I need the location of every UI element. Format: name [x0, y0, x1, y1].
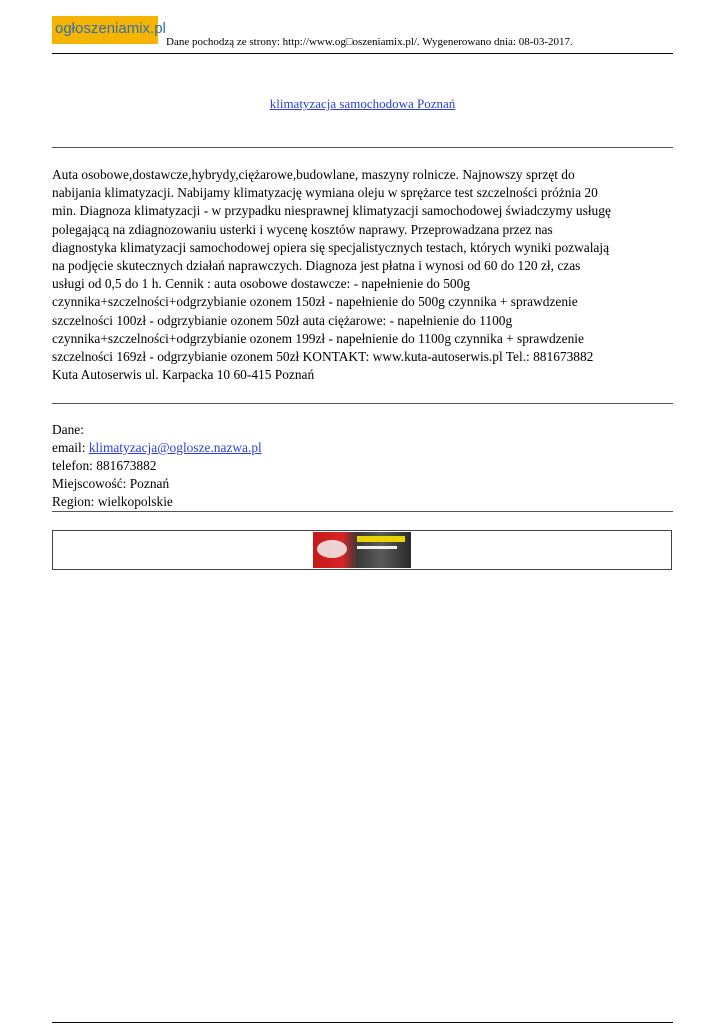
- email-link[interactable]: klimatyzacja@oglosze.nazwa.pl: [88, 440, 262, 455]
- source-note: Dane pochodzą ze strony: http://www.og□oszeniamix.pl/. Wygenerowano dnia: 08-03-2017.: [166, 36, 573, 48]
- listing-title: [0, 96, 725, 112]
- banner-badge-icon: [317, 540, 347, 558]
- contact-heading: Dane:: [52, 422, 84, 437]
- site-logo[interactable]: [52, 16, 166, 44]
- footer-divider: [52, 1022, 673, 1023]
- page-header: [52, 16, 673, 54]
- divider-middle: [52, 403, 673, 404]
- logo-text: ogłoszeniamix.pl: [55, 20, 166, 37]
- advertisement-banner[interactable]: [313, 532, 411, 568]
- contact-city: Miejscowość: Poznań: [52, 476, 170, 491]
- divider-top: [52, 147, 673, 148]
- contact-region: Region: wielkopolskie: [52, 494, 173, 509]
- contact-phone: telefon: 881673882: [52, 458, 157, 473]
- email-label: email:: [52, 440, 89, 455]
- divider-bottom: [52, 511, 673, 512]
- listing-description: Auta osobowe,dostawcze,hybrydy,ciężarowe,budowlane, maszyny rolnicze. Najnowszy sprzęt do nabijania klimatyzacji. Nabijamy klimatyzację wymiana oleju w sprężarce test szczelności próżnia 20 min. Diagnoza klimatyzacji - w przypadku niesprawnej klimatyzacji samochodowej świadczymy usługę polegającą na zdiagnozowaniu usterki i wycenę kosztów naprawy. Przeprowadzana przez nas diagnostyka klimatyzacji samochodowej opiera się specjalistycznych testach, których wyniki pozwalają na podjęcie skutecznych działań naprawczych. Diagnoza jest płatna i wynosi od 60 do 120 zł, czas usługi od 0,5 do 1 h. Cennik : auta osobowe dostawcze: - napełnienie do 500g czynnika+szczelności+odgrzybianie ozonem 150zł - napełnienie do 500g czynnika + sprawdzenie szczelności 100zł - odgrzybianie ozonem 50zł auta ciężarowe: - napełnienie do 1100g czynnika+szczelności+odgrzybianie ozonem 199zł - napełnienie do 1100g czynnika + sprawdzenie szczelności 169zł - odgrzybianie ozonem 50zł KONTAKT: www.kuta-autoserwis.pl Tel.: 881673882 Kuta Autoserwis ul. Karpacka 10 60-415 Poznań: [52, 167, 611, 383]
- contact-details: [52, 421, 673, 511]
- contact-email-row: [52, 439, 673, 457]
- banner-stripe-secondary: [357, 546, 397, 549]
- listing-title-link[interactable]: klimatyzacja samochodowa Poznań: [269, 96, 456, 111]
- banner-frame: [52, 530, 672, 570]
- header-divider: [52, 53, 673, 54]
- banner-stripe: [357, 536, 405, 542]
